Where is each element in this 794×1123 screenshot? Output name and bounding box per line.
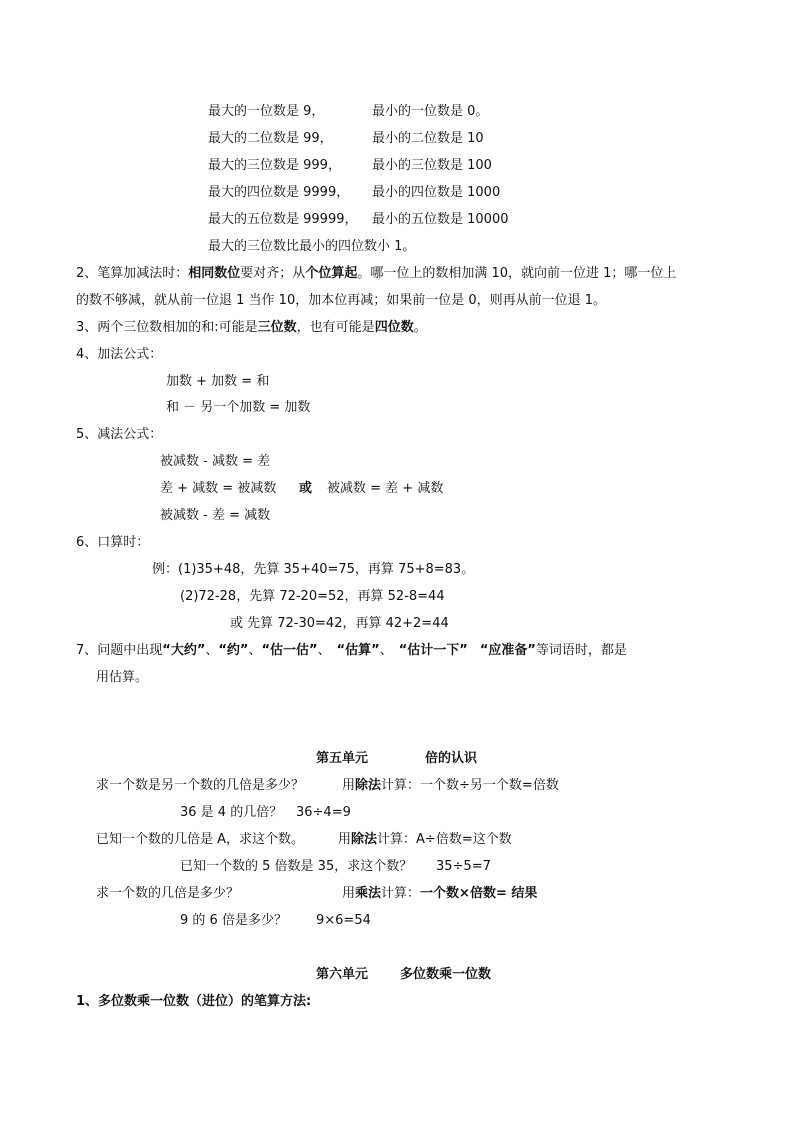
point-7-lead: 7、问题中出现 bbox=[76, 643, 163, 658]
sep-4: 、 bbox=[379, 643, 393, 658]
method-3-compute: 计算： bbox=[381, 886, 421, 901]
method-3-formula: 一个数×倍数= 结果 bbox=[420, 886, 538, 901]
unit-5-example-2-question: 已知一个数的 5 倍数是 35，求这个数？ bbox=[180, 859, 413, 874]
point-2-bold-2: 个位算起 bbox=[305, 266, 358, 281]
unit-5-example-3-question: 9 的 6 倍是多少？ bbox=[180, 913, 287, 928]
unit-5-example-2-answer: 35÷5=7 bbox=[436, 859, 491, 874]
sep-2: 、 bbox=[248, 643, 262, 658]
point-2-text-2: 。哪一位上的数相加满 10，就向前一位进 1；哪一位上 bbox=[357, 266, 677, 281]
unit-6-heading: 第六单元 bbox=[316, 967, 369, 982]
point-3-text-3: 。 bbox=[413, 320, 427, 335]
keyword-guyigu: “估一估” bbox=[261, 643, 318, 658]
point-2-bold-1: 相同数位 bbox=[188, 266, 241, 281]
point-3-text-2: ，也有可能是 bbox=[296, 320, 375, 335]
method-1-use: 用 bbox=[342, 778, 356, 793]
min-one-digit: 最小的一位数是 0。 bbox=[372, 104, 489, 119]
method-1-formula: 计算：一个数÷另一个数=倍数 bbox=[381, 778, 559, 793]
point-7-text: 等词语时，都是 bbox=[535, 643, 627, 658]
unit-5-method-1 bbox=[342, 777, 559, 795]
max-three-digit: 最大的三位数是 999， bbox=[208, 158, 341, 173]
point-6-title: 6、口算时： bbox=[76, 535, 150, 550]
point-3-text-1: 3、两个三位数相加的和:可能是 bbox=[76, 320, 258, 335]
subtraction-formula-or: 或 bbox=[299, 481, 313, 496]
point-3-bold-2: 四位数 bbox=[374, 320, 414, 335]
method-2-use: 用 bbox=[338, 832, 352, 847]
point-2-text-1: 要对齐；从 bbox=[240, 266, 306, 281]
addition-formula-2: 和 － 另一个加数 = 加数 bbox=[166, 400, 311, 415]
point-3 bbox=[76, 319, 427, 337]
subtraction-formula-3: 被减数 - 差 = 减数 bbox=[160, 508, 271, 523]
unit-5-example-3-answer: 9×6=54 bbox=[316, 913, 371, 928]
method-2-op: 除法 bbox=[351, 832, 378, 847]
addition-formula-1: 加数 + 加数 = 和 bbox=[166, 374, 270, 389]
keyword-gusuan: “估算” bbox=[336, 643, 380, 658]
max-five-digit: 最大的五位数是 99999， bbox=[208, 212, 358, 227]
sep-1: 、 bbox=[205, 643, 219, 658]
unit-5-question-3: 求一个数的几倍是多少？ bbox=[96, 886, 240, 901]
min-four-digit: 最小的四位数是 1000 bbox=[372, 185, 501, 200]
unit-5-title: 倍的认识 bbox=[425, 751, 478, 766]
unit-5-method-3 bbox=[342, 885, 537, 903]
point-7-line-1 bbox=[76, 642, 627, 660]
unit-5-example-1-answer: 36÷4=9 bbox=[296, 805, 351, 820]
point-5-title: 5、减法公式： bbox=[76, 427, 163, 442]
keyword-yue: “约” bbox=[218, 643, 249, 658]
subtraction-formula-2b: 被减数 = 差 + 减数 bbox=[327, 481, 444, 496]
max-four-digit: 最大的四位数是 9999， bbox=[208, 185, 350, 200]
point-2-line-1 bbox=[76, 265, 676, 283]
method-1-op: 除法 bbox=[355, 778, 382, 793]
unit-5-example-1-question: 36 是 4 的几倍？ bbox=[180, 805, 283, 820]
min-two-digit: 最小的二位数是 10 bbox=[372, 131, 484, 146]
method-3-op: 乘法 bbox=[355, 886, 382, 901]
keyword-yingzhunbei: “应准备” bbox=[479, 643, 536, 658]
mental-example-3: 或 先算 72-30=42，再算 42+2=44 bbox=[230, 616, 449, 631]
mental-example-2: (2)72-28，先算 72-20=52，再算 52-8=44 bbox=[180, 589, 445, 604]
method-2-formula: 计算：A÷倍数=这个数 bbox=[377, 832, 512, 847]
min-three-digit: 最小的三位数是 100 bbox=[372, 158, 492, 173]
method-3-use: 用 bbox=[342, 886, 356, 901]
max-two-digit: 最大的二位数是 99， bbox=[208, 131, 333, 146]
mental-example-1: 例：(1)35+48，先算 35+40=75，再算 75+8=83。 bbox=[152, 562, 475, 577]
unit-6-title: 多位数乘一位数 bbox=[400, 967, 492, 982]
sep-3: 、 bbox=[317, 643, 331, 658]
digits-compare: 最大的三位数比最小的四位数小 1。 bbox=[208, 239, 416, 254]
keyword-dayue: “大约” bbox=[162, 643, 206, 658]
point-3-bold-1: 三位数 bbox=[257, 320, 297, 335]
subtraction-formula-1: 被减数 - 减数 = 差 bbox=[160, 454, 271, 469]
point-7-line-2: 用估算。 bbox=[96, 670, 149, 685]
unit-5-method-2 bbox=[338, 831, 512, 849]
subtraction-formula-2a: 差 + 减数 = 被减数 bbox=[160, 481, 277, 496]
unit-5-question-1: 求一个数是另一个数的几倍是多少？ bbox=[96, 778, 305, 793]
keyword-gujiyixia: “估计一下” bbox=[398, 643, 468, 658]
point-2-line-2: 的数不够减，就从前一位退 1 当作 10，加本位再减；如果前一位是 0，则再从前一位退 1。 bbox=[76, 293, 607, 308]
min-five-digit: 最小的五位数是 10000 bbox=[372, 212, 509, 227]
unit-5-heading: 第五单元 bbox=[316, 751, 369, 766]
point-2-lead: 2、笔算加减法时： bbox=[76, 266, 189, 281]
point-4-title: 4、加法公式： bbox=[76, 347, 163, 362]
max-one-digit: 最大的一位数是 9， bbox=[208, 104, 325, 119]
unit-5-question-2: 已知一个数的几倍是 A，求这个数。 bbox=[96, 832, 305, 847]
unit-6-item-1: 1、多位数乘一位数（进位）的笔算方法: bbox=[76, 994, 312, 1009]
